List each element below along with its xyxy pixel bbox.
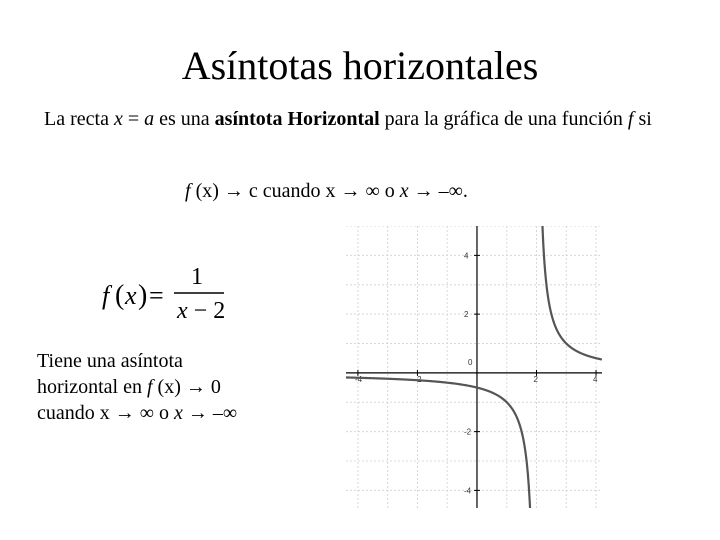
formula-x: x — [125, 281, 137, 310]
condition-arg: (x) — [190, 180, 219, 202]
note-text: horizontal en — [37, 376, 147, 398]
curve-left-branch — [346, 374, 531, 508]
function-formula — [100, 262, 240, 324]
var-x: x — [399, 180, 409, 202]
condition-text: → c cuando x → ∞ o — [218, 180, 400, 202]
condition-end: → –∞. — [408, 180, 468, 202]
definition-part: si — [633, 108, 652, 130]
note-text: → 0 — [180, 376, 221, 398]
y-tick-label: -4 — [463, 486, 472, 496]
note-text: → –∞ — [182, 402, 238, 424]
y-tick-label: 4 — [463, 251, 469, 261]
definition-part: La recta — [44, 108, 114, 130]
x-tick-label: 0 — [467, 357, 473, 367]
var-a: a — [144, 108, 155, 130]
x-tick-label: -2 — [414, 374, 422, 384]
var-f: f — [185, 180, 191, 202]
formula-rparen: ) — [138, 280, 148, 311]
x-tick-label: 2 — [533, 374, 538, 384]
y-tick-label: -2 — [463, 427, 472, 437]
formula-lparen: ( — [115, 280, 125, 311]
x-tick-label: 4 — [593, 374, 598, 384]
formula-equals: = — [149, 281, 164, 310]
slide-title: Asíntotas horizontales — [181, 43, 539, 88]
formula-den-rest: − 2 — [187, 298, 226, 324]
var-f: f — [627, 108, 634, 130]
formula-denominator — [176, 298, 225, 324]
note-arg: (x) — [152, 376, 181, 398]
equals-sign: = — [122, 108, 145, 130]
var-x: x — [113, 108, 123, 130]
definition-term: asíntota Horizontal — [214, 108, 380, 130]
definition-part: es una — [154, 108, 215, 130]
formula-numerator: 1 — [191, 264, 203, 290]
y-tick-label: 2 — [463, 310, 469, 320]
asymptote-note — [37, 348, 337, 426]
note-line-1: Tiene una asíntota — [37, 350, 183, 372]
var-f: f — [146, 376, 153, 398]
note-line-2 — [37, 374, 337, 400]
definition-part: para la gráfica de una función — [379, 108, 628, 130]
function-graph — [346, 226, 602, 508]
limit-condition — [185, 178, 468, 204]
note-text: cuando x → ∞ o — [37, 402, 175, 424]
curve-right-branch — [542, 226, 602, 360]
var-x: x — [174, 402, 183, 424]
formula-den-x: x — [177, 298, 188, 324]
formula-f: f — [102, 281, 110, 310]
x-tick-label: -4 — [354, 374, 363, 384]
note-line-3 — [37, 400, 337, 426]
definition-text — [44, 106, 684, 132]
